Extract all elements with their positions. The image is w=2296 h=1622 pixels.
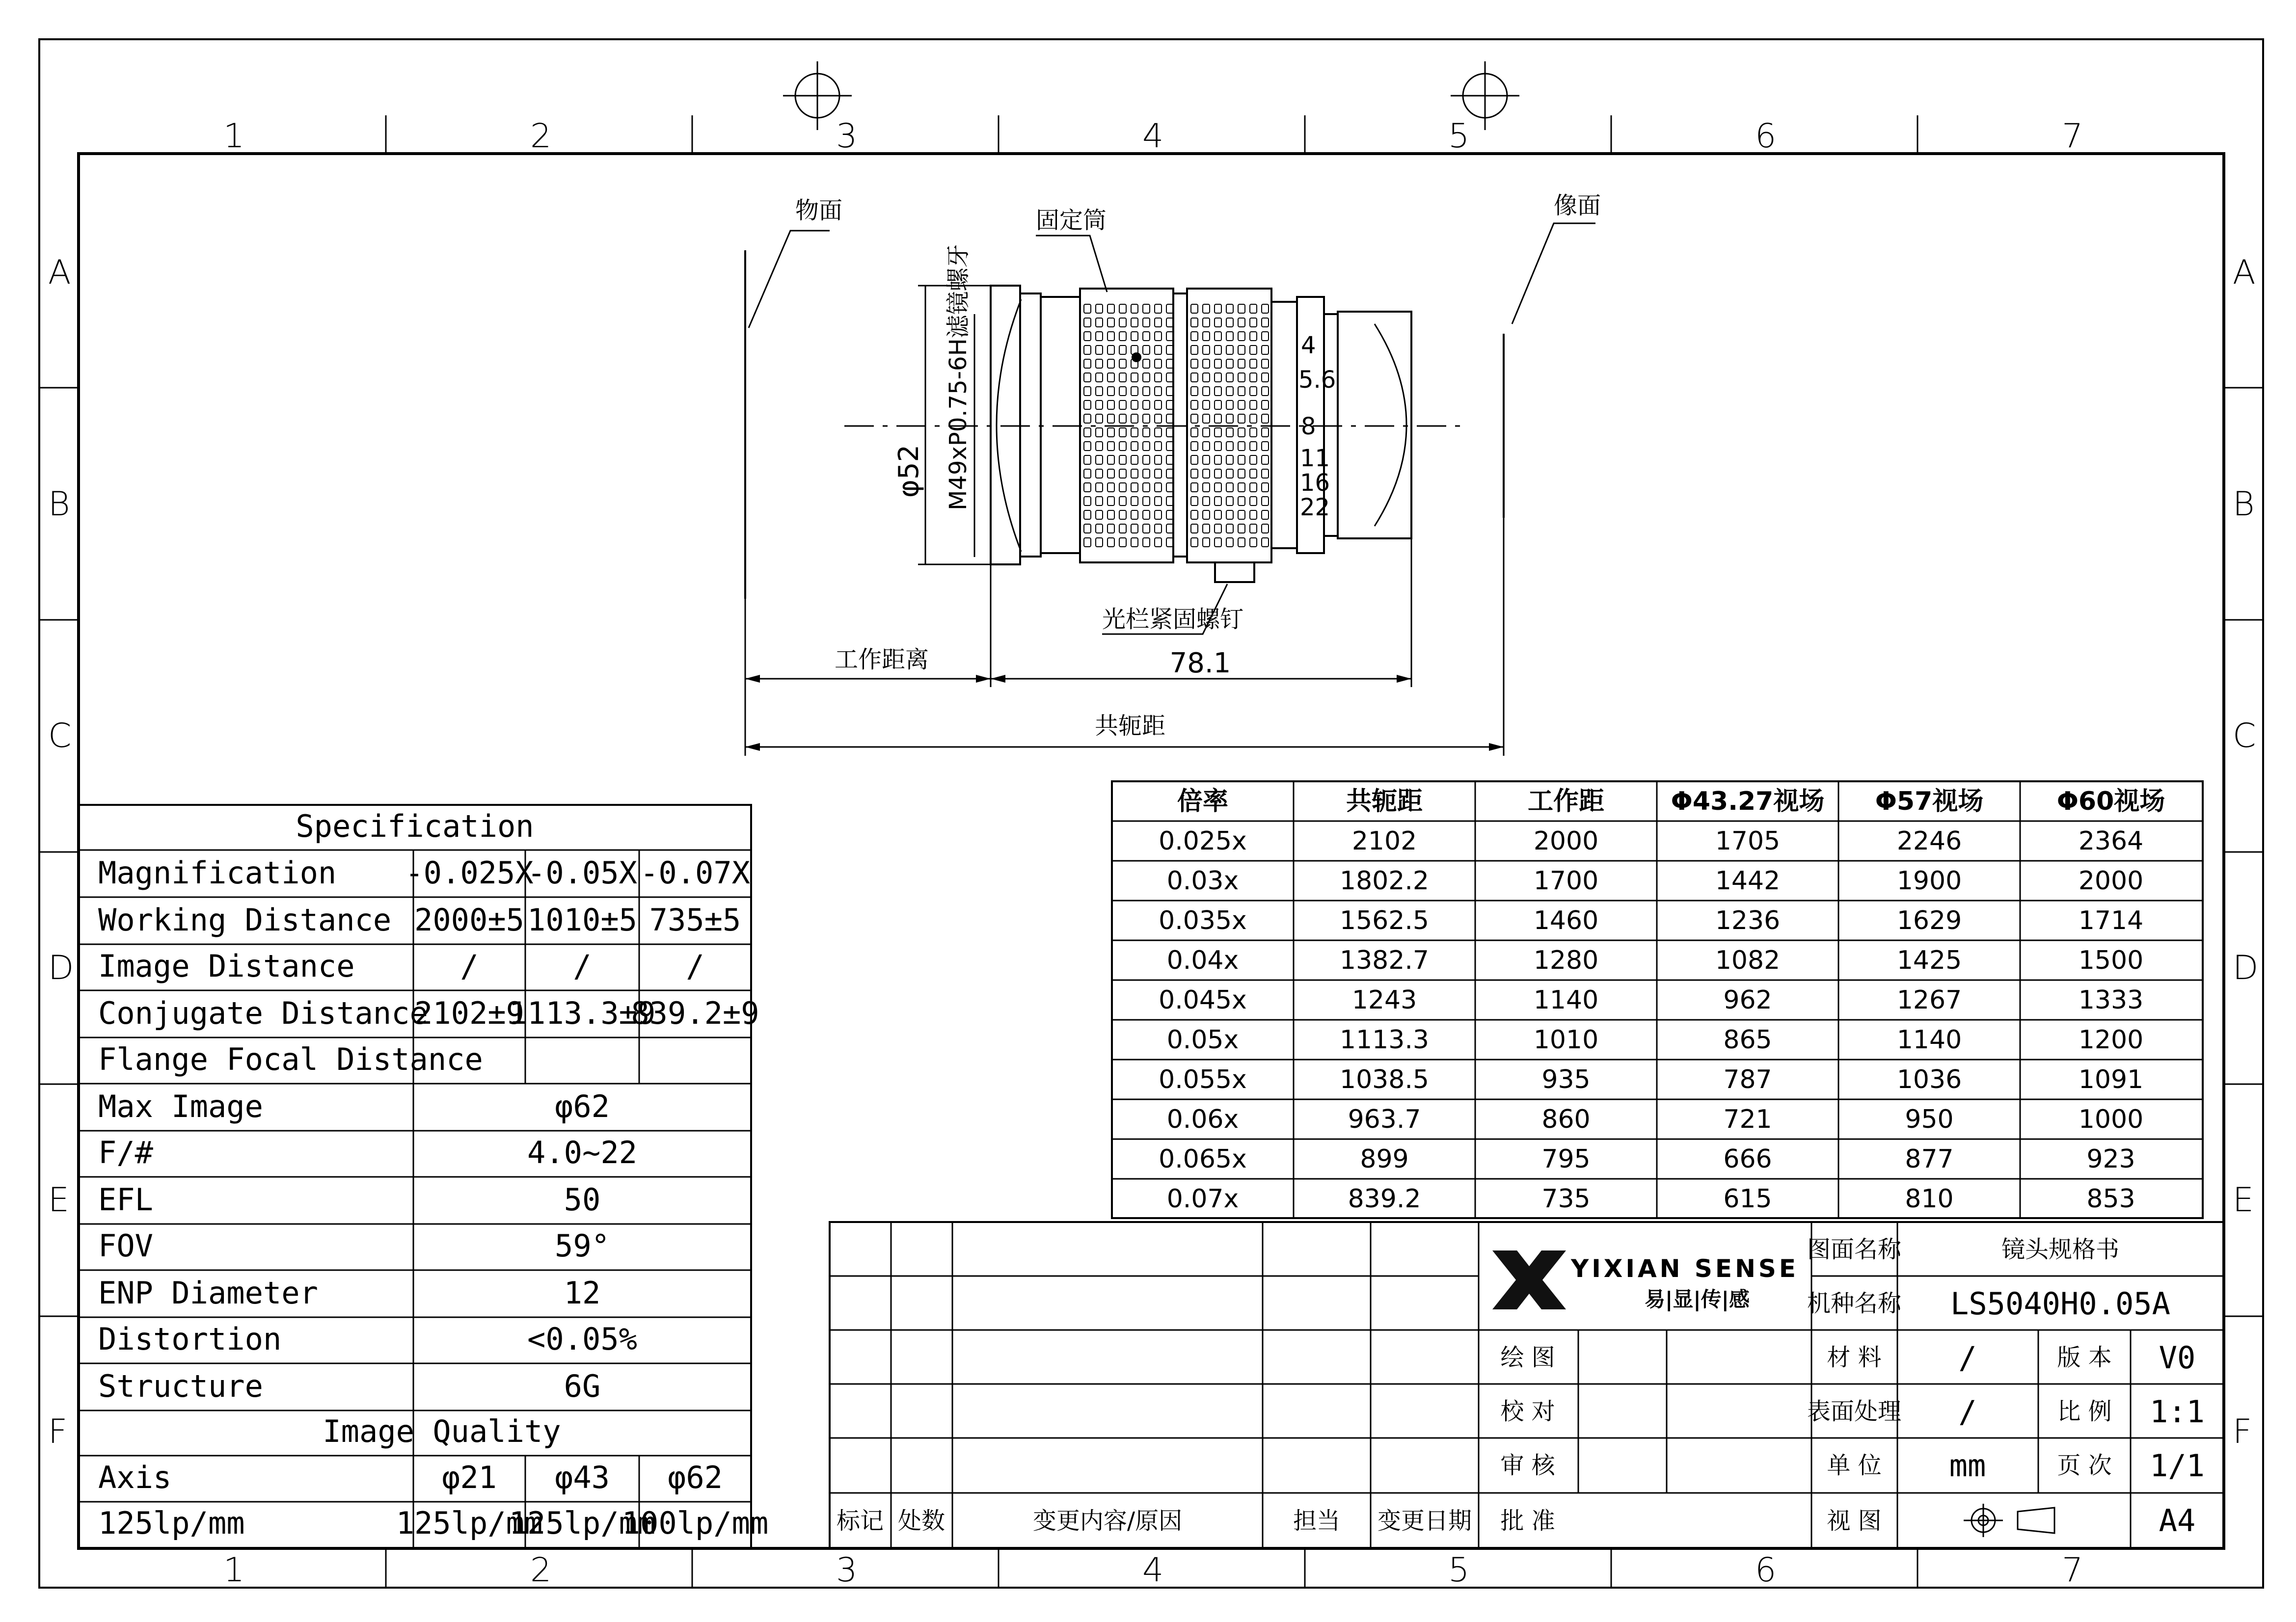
zone-col-2-bottom: 2 xyxy=(530,1551,552,1590)
mag-header-cell: 工作距 xyxy=(1527,787,1605,816)
material-value: / xyxy=(1958,1340,1977,1376)
mag-cell: 1562.5 xyxy=(1340,906,1429,935)
unit-value: mm xyxy=(1949,1448,1986,1484)
zone-row-f-left: F xyxy=(48,1412,68,1451)
object-plane-leader xyxy=(749,231,830,328)
mag-cell: 1200 xyxy=(2078,1025,2144,1055)
logo-text: YIXIAN SENSE xyxy=(1571,1254,1799,1283)
mag-cell: 810 xyxy=(1905,1184,1954,1214)
rev-header-mark: 标记 xyxy=(836,1507,884,1535)
scale-label: 比 例 xyxy=(2057,1398,2112,1425)
zone-col-5-bottom: 5 xyxy=(1448,1551,1470,1590)
logo-cn: 易|显|传|感 xyxy=(1645,1287,1750,1311)
mag-cell: 1036 xyxy=(1896,1065,1962,1094)
lens-front-flange xyxy=(991,286,1020,564)
mag-cell: 615 xyxy=(1723,1184,1772,1214)
spec-cell: 125lp/mm xyxy=(396,1505,543,1541)
mag-cell: 1243 xyxy=(1351,985,1417,1015)
zone-row-c-right: C xyxy=(2233,717,2256,755)
spec-cell: φ21 xyxy=(442,1460,497,1495)
mag-cell: 935 xyxy=(1541,1065,1591,1094)
spec-title: Specification xyxy=(296,808,534,844)
mag-cell: 795 xyxy=(1541,1144,1591,1174)
mag-cell: 0.025x xyxy=(1159,826,1247,856)
mag-cell: 1802.2 xyxy=(1340,866,1429,896)
mag-cell: 1900 xyxy=(1896,866,1962,896)
zone-col-7-top: 7 xyxy=(2062,117,2083,156)
spec-row-label: Flange Focal Distance xyxy=(98,1041,483,1077)
mag-cell: 923 xyxy=(2086,1144,2135,1174)
mag-cell: 2246 xyxy=(1896,826,1962,856)
spec-cell: 12 xyxy=(564,1275,601,1311)
image-quality-title: Image Quality xyxy=(323,1413,561,1449)
spec-cell: / xyxy=(686,948,704,984)
mag-cell: 839.2 xyxy=(1348,1184,1421,1214)
length-label: 78.1 xyxy=(1169,647,1231,679)
aperture-mark-11: 11 xyxy=(1300,445,1330,472)
lens-body xyxy=(1041,297,1080,553)
iris-screw xyxy=(1215,562,1254,582)
mag-cell: 1140 xyxy=(1896,1025,1962,1055)
mag-cell: 0.065x xyxy=(1159,1144,1247,1174)
mag-cell: 0.045x xyxy=(1159,985,1247,1015)
spec-row-label: EFL xyxy=(98,1182,153,1218)
rev-header-date: 变更日期 xyxy=(1377,1507,1472,1535)
working-distance-label: 工作距离 xyxy=(835,646,929,673)
zone-col-5-top: 5 xyxy=(1448,117,1470,156)
zone-row-c-left: C xyxy=(48,717,72,755)
mag-cell: 735 xyxy=(1541,1184,1591,1214)
mag-cell: 0.04x xyxy=(1166,946,1239,975)
mag-cell: 1500 xyxy=(2078,946,2144,975)
spec-cell: 125lp/mm xyxy=(509,1505,656,1541)
sign-check: 校 对 xyxy=(1500,1398,1555,1425)
page-value: 1/1 xyxy=(2150,1448,2205,1484)
spec-row-label: Max Image xyxy=(98,1089,263,1124)
mag-header-cell: 共轭距 xyxy=(1346,787,1423,816)
scale-value: 1:1 xyxy=(2150,1394,2205,1430)
mag-cell: 1010 xyxy=(1533,1025,1599,1055)
spec-cell: φ43 xyxy=(555,1460,610,1495)
material-label: 材 料 xyxy=(1827,1344,1882,1371)
spec-table xyxy=(79,805,768,1548)
mag-cell: 1629 xyxy=(1896,906,1962,935)
mag-cell: 1140 xyxy=(1533,985,1599,1015)
sign-approve: 批 准 xyxy=(1500,1507,1555,1535)
sign-draw: 绘 图 xyxy=(1500,1344,1555,1371)
view-label: 视 图 xyxy=(1827,1507,1882,1535)
mag-cell: 1333 xyxy=(2078,985,2144,1015)
zone-col-4-bottom: 4 xyxy=(1142,1551,1164,1590)
spec-cell: φ62 xyxy=(555,1089,610,1124)
unit-label: 单 位 xyxy=(1827,1452,1882,1479)
mag-cell: 1460 xyxy=(1533,906,1599,935)
mag-cell: 877 xyxy=(1905,1144,1954,1174)
conjugate-label: 共轭距 xyxy=(1095,712,1166,740)
mag-cell: 1038.5 xyxy=(1340,1065,1429,1094)
mag-header-cell: 倍率 xyxy=(1177,787,1229,816)
spec-cell: φ62 xyxy=(668,1460,723,1495)
mag-header-cell: Φ60视场 xyxy=(2056,787,2165,816)
mag-header-cell: Φ57视场 xyxy=(1875,787,1984,816)
mag-cell: 2000 xyxy=(1533,826,1599,856)
spec-cell: 100lp/mm xyxy=(621,1505,769,1541)
spec-cell: 735±5 xyxy=(649,902,741,938)
spec-cell: <0.05% xyxy=(527,1321,637,1357)
spec-cell: 50 xyxy=(564,1182,601,1218)
mag-cell: 950 xyxy=(1905,1105,1954,1134)
zone-col-6-top: 6 xyxy=(1755,117,1777,156)
mag-cell: 1091 xyxy=(2078,1065,2144,1094)
zone-row-d-right: D xyxy=(2233,949,2259,987)
spec-row-label: Structure xyxy=(98,1368,263,1404)
zone-row-f-right: F xyxy=(2233,1412,2252,1451)
spec-row-label: Axis xyxy=(98,1460,172,1495)
spec-row-label: 125lp/mm xyxy=(98,1505,245,1541)
spec-row-label: Distortion xyxy=(98,1321,282,1357)
thread-label: M49xP0.75-6H滤镜螺牙 xyxy=(945,244,972,510)
mag-cell: 1267 xyxy=(1896,985,1962,1015)
mag-cell: 2102 xyxy=(1351,826,1417,856)
mag-cell: 0.035x xyxy=(1159,906,1247,935)
zone-col-3-bottom: 3 xyxy=(836,1551,858,1590)
rev-header-owner: 担当 xyxy=(1293,1507,1341,1535)
fixed-barrel-leader xyxy=(1036,236,1107,292)
zone-col-1-top: 1 xyxy=(223,117,245,156)
aperture-mark-22: 22 xyxy=(1300,494,1330,521)
mag-cell: 1442 xyxy=(1715,866,1781,896)
surface-label: 表面处理 xyxy=(1807,1398,1902,1425)
mag-cell: 0.05x xyxy=(1166,1025,1239,1055)
zone-col-2-top: 2 xyxy=(530,117,552,156)
spec-cell: 1113.3±9 xyxy=(509,995,656,1031)
zone-row-a-right: A xyxy=(2233,253,2256,292)
mag-cell: 721 xyxy=(1723,1105,1772,1134)
mag-table-cells xyxy=(1159,787,2165,1214)
spec-row-label: Magnification xyxy=(98,855,337,891)
spec-cell: 2102±9 xyxy=(414,995,524,1031)
mag-cell: 1705 xyxy=(1715,826,1781,856)
spec-row-label: Working Distance xyxy=(98,902,392,938)
zone-row-d-left: D xyxy=(48,949,74,987)
zone-row-e-left: E xyxy=(48,1181,69,1220)
mag-cell: 963.7 xyxy=(1348,1105,1421,1134)
zone-row-b-right: B xyxy=(2233,485,2255,524)
mag-cell: 787 xyxy=(1723,1065,1772,1094)
zone-col-4-top: 4 xyxy=(1142,117,1164,156)
diameter-label: φ52 xyxy=(893,444,925,498)
spec-cell: 4.0~22 xyxy=(527,1135,637,1170)
rear-mount xyxy=(1338,312,1411,538)
spec-row-label: F/# xyxy=(98,1135,153,1170)
spec-row-label: ENP Diameter xyxy=(98,1275,318,1311)
rear-element xyxy=(1375,324,1406,526)
fixed-barrel-label: 固定筒 xyxy=(1036,207,1107,234)
iris-screw-label: 光栏紧固螺钉 xyxy=(1102,606,1244,633)
mag-cell: 1714 xyxy=(2078,906,2144,935)
projection-symbol-icon xyxy=(1964,1504,2054,1537)
surface-value: / xyxy=(1958,1394,1977,1430)
mag-cell: 1113.3 xyxy=(1340,1025,1429,1055)
mag-cell: 899 xyxy=(1360,1144,1409,1174)
spec-cell: 2000±5 xyxy=(414,902,524,938)
mag-cell: 0.055x xyxy=(1159,1065,1247,1094)
spec-cell: 1010±5 xyxy=(527,902,637,938)
image-plane-leader xyxy=(1512,223,1595,324)
spec-row-label: Image Distance xyxy=(98,948,355,984)
aperture-ring xyxy=(1271,302,1297,548)
spec-cell: 6G xyxy=(564,1368,601,1404)
mag-header-cell: Φ43.27视场 xyxy=(1671,787,1825,816)
aperture-mark-16: 16 xyxy=(1300,469,1330,497)
aperture-mark-5-6: 5.6 xyxy=(1298,366,1336,394)
mag-cell: 962 xyxy=(1723,985,1772,1015)
spec-cell: -0.025X xyxy=(405,855,534,891)
spec-row-label: FOV xyxy=(98,1228,153,1264)
spec-cell: -0.05X xyxy=(527,855,637,891)
spec-row-label: Conjugate Distance xyxy=(98,995,428,1031)
zone-row-a-left: A xyxy=(48,253,71,292)
zone-col-6-bottom: 6 xyxy=(1755,1551,1777,1590)
version-value: V0 xyxy=(2159,1340,2196,1376)
mag-cell: 860 xyxy=(1541,1105,1591,1134)
zone-col-1-bottom: 1 xyxy=(223,1551,245,1590)
zone-col-7-bottom: 7 xyxy=(2062,1551,2083,1590)
zone-row-b-left: B xyxy=(48,485,70,524)
mag-cell: 1082 xyxy=(1715,946,1781,975)
rev-header-count: 处数 xyxy=(897,1507,945,1535)
mag-cell: 1425 xyxy=(1896,946,1962,975)
sign-review: 审 核 xyxy=(1500,1452,1555,1479)
logo-x-mark xyxy=(1492,1250,1566,1309)
spec-cell: -0.07X xyxy=(640,855,750,891)
spec-cell: / xyxy=(460,948,479,984)
magnification-table xyxy=(1112,781,2203,1218)
mag-cell: 2364 xyxy=(2078,826,2144,856)
mag-cell: 0.03x xyxy=(1166,866,1239,896)
lens-drawing xyxy=(745,192,1601,756)
lens-gap-ring xyxy=(1173,293,1187,557)
mag-cell: 1236 xyxy=(1715,906,1781,935)
drawing-name-label: 图面名称 xyxy=(1807,1236,1902,1263)
drawing-name: 镜头规格书 xyxy=(2001,1236,2120,1263)
title-block xyxy=(830,1222,2224,1548)
mag-cell: 853 xyxy=(2086,1184,2135,1214)
spec-cell: / xyxy=(573,948,592,984)
model-label: 机种名称 xyxy=(1807,1290,1902,1317)
mag-cell: 0.07x xyxy=(1166,1184,1239,1214)
zone-row-e-right: E xyxy=(2233,1181,2254,1220)
mag-cell: 865 xyxy=(1723,1025,1772,1055)
mag-cell: 1000 xyxy=(2078,1105,2144,1134)
lens-front-ring xyxy=(1020,293,1041,557)
rev-header-content: 变更内容/原因 xyxy=(1032,1507,1183,1535)
image-plane-label: 像面 xyxy=(1554,192,1601,219)
spec-cell: 59° xyxy=(555,1228,610,1264)
aperture-mark-4: 4 xyxy=(1301,332,1316,359)
mag-cell: 1382.7 xyxy=(1340,946,1429,975)
version-label: 版 本 xyxy=(2057,1344,2112,1371)
object-plane-label: 物面 xyxy=(795,197,843,224)
mag-cell: 0.06x xyxy=(1166,1105,1239,1134)
mag-cell: 2000 xyxy=(2078,866,2144,896)
mag-cell: 1700 xyxy=(1533,866,1599,896)
company-logo xyxy=(1492,1250,1799,1311)
size-value: A4 xyxy=(2159,1503,2196,1539)
aperture-mark-8: 8 xyxy=(1301,413,1316,440)
zone-col-3-top: 3 xyxy=(836,117,858,156)
spec-cell: 839.2±9 xyxy=(631,995,759,1031)
mag-cell: 666 xyxy=(1723,1144,1772,1174)
mag-cell: 1280 xyxy=(1533,946,1599,975)
model-value: LS5040H0.05A xyxy=(1950,1286,2170,1322)
page-label: 页 次 xyxy=(2057,1452,2112,1479)
